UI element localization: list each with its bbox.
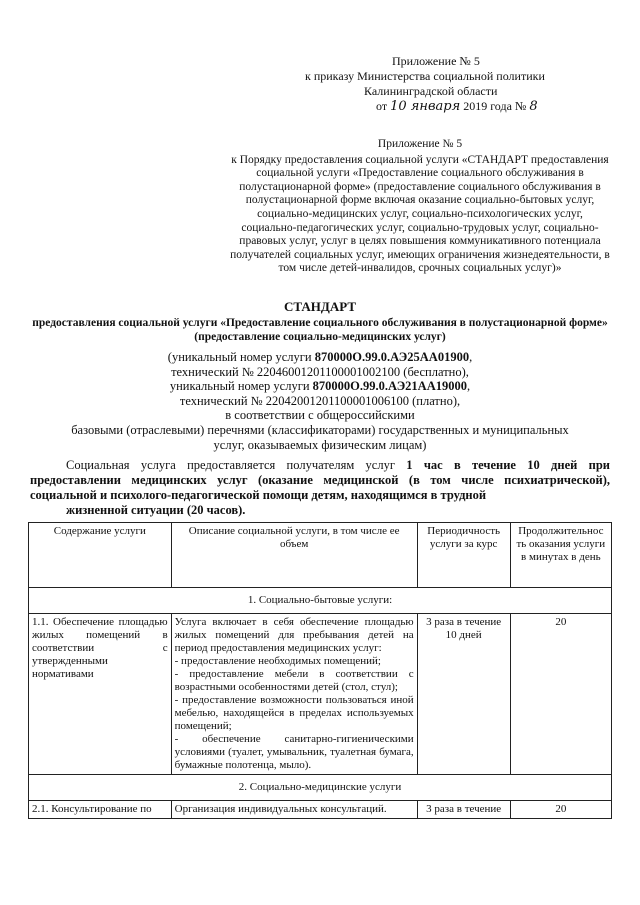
intro-text: Социальная услуга предоставляется получателям услуг — [66, 458, 407, 472]
document-title: СТАНДАРТ — [283, 299, 356, 314]
table-row — [29, 801, 612, 819]
row1-content: 1.1. Обеспечение площадью жилых помещений в соответствии с утвержденными нормативами — [29, 614, 172, 775]
ids-line4: технический № 22042001201100001006100 (платно), — [179, 393, 461, 408]
number-handwritten: 8 — [529, 99, 538, 114]
ids-line5: в соответствии с общероссийскими — [225, 408, 415, 423]
table-header-row — [29, 523, 612, 588]
row1-description — [171, 614, 417, 775]
appendix-main-date — [376, 99, 538, 114]
appendix-main-line1: Приложение № 5 — [392, 54, 480, 68]
document-subtitle: предоставления социальной услуги «Предоставление социального обслуживания в полустационарной форме» (предоставление социально-медицинских услуг) — [32, 317, 608, 343]
ids-line1-code: 870000О.99.0.АЭ25АА01900 — [314, 350, 470, 364]
section-title-1: 1. Социально-бытовые услуги: — [29, 588, 612, 614]
table-section-row — [29, 775, 612, 801]
table-header-cell: Описание социальной услуги, в том числе ее объем — [171, 523, 417, 588]
row1-duration: 20 — [510, 614, 611, 775]
ids-line1-suffix: , — [469, 350, 473, 364]
row1-desc-line: - обеспечение санитарно-гигиеническими условиями (туалет, умывальник, туалетная бумага, бумажные полотенца, мыло). — [174, 733, 414, 771]
intro-bold-last: жизненной ситуации (20 часов). — [66, 503, 246, 517]
table-header-cell: Содержание услуги — [29, 523, 172, 588]
section-title-2: 2. Социально-медицинские услуги — [29, 775, 612, 801]
date-handwritten: 10 января — [390, 99, 461, 114]
ids-line3-suffix: , — [467, 379, 471, 394]
ids-line3-code: 870000О.99.0.АЭ21АА19000 — [312, 379, 467, 394]
intro-bold: 1 час в течение 10 дней при предоставлении медицинских услуг (оказание медицинской (в том числе психиатрической), социальной и психолого-педагогической помощи детям, находящимся в трудной — [30, 458, 610, 502]
services-table — [28, 522, 612, 819]
appendix-order-text: к Порядку предоставления социальной услуги «СТАНДАРТ предоставления социальной услуги «Предоставление социального обслуживания в полустационарной форме» (предоставление социального обслуживания в полустационарной форме включая оказание социально-бытовых услуг, социально-медицинских услуг, социально-психологических услуг, социально-педагогических услуг, социально-трудовых услуг, социально-правовых услуг, услуг в целях повышения коммуникативного потенциала получателей социальных услуг, имеющих ограничения жизнедеятельности, в том числе детей-инвалидов, срочных социальных услуг)» — [230, 153, 610, 275]
appendix-main-line3: Калининградской области — [364, 84, 498, 98]
appendix-order-header — [230, 138, 610, 276]
ids-line3 — [0, 379, 640, 394]
row1-desc-line: - предоставление возможности пользоваться иной мебелью, находящейся в пределах используемых помещений; — [174, 694, 414, 732]
table-row — [29, 614, 612, 775]
table-section-row — [29, 588, 612, 614]
service-identifiers — [0, 350, 640, 452]
table-header-cell: Продолжительнос ть оказания услуги в минутах в день — [510, 523, 611, 588]
appendix-order-head: Приложение № 5 — [377, 138, 463, 150]
row1-periodicity: 3 раза в течение 10 дней — [417, 614, 510, 775]
row1-desc-line: - предоставление мебели в соответствии с возрастными особенностями детей (стол, стул); — [174, 668, 414, 693]
ids-line6: базовыми (отраслевыми) перечнями (классификаторами) государственных и муниципальных — [71, 422, 569, 437]
row2-description: Организация индивидуальных консультаций. — [171, 801, 417, 819]
ids-line3-prefix: уникальный номер услуги — [169, 379, 313, 394]
date-suffix: 2019 года № — [463, 99, 527, 113]
row2-content: 2.1. Консультирование по — [29, 801, 172, 819]
ids-line1-prefix: (уникальный номер услуги — [167, 350, 315, 364]
table-header-cell: Периодичность услуги за курс — [417, 523, 510, 588]
row1-desc-line: Услуга включает в себя обеспечение площадью жилых помещений для пребывания детей на период предоставления медицинских услуг: — [174, 616, 414, 654]
ids-line7: услуг, оказываемых физическим лицам) — [213, 437, 427, 452]
ids-line2: технический № 22046001201100001002100 (бесплатно), — [171, 364, 469, 379]
date-prefix: от — [376, 99, 388, 113]
row1-desc-line: - предоставление необходимых помещений; — [174, 655, 381, 667]
ids-line1 — [0, 350, 640, 365]
row2-duration: 20 — [510, 801, 611, 819]
appendix-main-line2: к приказу Министерства социальной политики — [305, 69, 545, 83]
row2-periodicity: 3 раза в течение — [417, 801, 510, 819]
intro-paragraph — [30, 458, 610, 518]
